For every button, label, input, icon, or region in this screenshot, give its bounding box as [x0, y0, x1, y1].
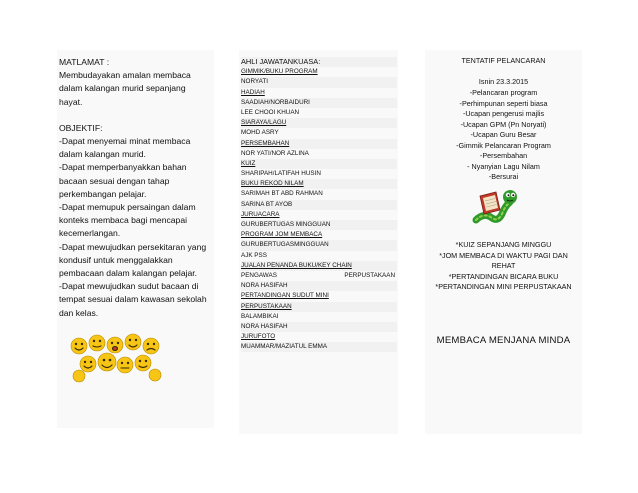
schedule-item: -Gimmik Pelancaran Program [456, 140, 551, 150]
objektif-heading: OBJEKTIF: [59, 122, 103, 133]
committee-role: GIMMIK/BUKU PROGRAM [241, 68, 318, 76]
schedule-item: -Ucapan GPM (Pn Noryati) [460, 119, 547, 129]
activity-item: *PERTANDINGAN BICARA BUKU [448, 271, 559, 281]
committee-list [241, 57, 397, 352]
committee-role: PERPUSTAKAAN [241, 302, 397, 312]
activity-item: *JOM MEMBACA DI WAKTU PAGI DAN [439, 250, 568, 260]
objektif-line: -Dapat memupuk persaingan dalam [59, 202, 196, 213]
committee-role: PERSEMBAHAN [241, 139, 397, 149]
committee-role: JUALAN PENANDA BUKU/KEY CHAIN [241, 261, 397, 271]
committee-member: NORA HASIFAH [241, 281, 397, 291]
committee-member: SAADIAH/NORBAIDURI [241, 98, 397, 108]
committee-role: JURUFOTO [241, 333, 276, 341]
left-text [59, 56, 214, 320]
schedule-item: -Perhimpunan seperti biasa [459, 98, 548, 108]
committee-panel [239, 50, 398, 434]
schedule-item: - Nyanyian Lagu Nilam [467, 161, 540, 171]
committee-member-pengawas [241, 271, 397, 281]
objektif-line: perkembangan pelajar. [59, 188, 147, 199]
objektif-line: bacaan sesuai dengan tahap [59, 175, 170, 186]
schedule-heading: TENTATIF PELANCARAN [461, 56, 546, 65]
schedule-date: Isnin 23.3.2015 [478, 77, 529, 86]
objektif-line: -Dapat menyemai minat membaca [59, 136, 191, 147]
committee-member-suffix: PERPUSTAKAAN [344, 271, 395, 279]
activity-item: *KUIZ SEPANJANG MINGGU [455, 240, 552, 249]
committee-member: MOHD ASRY [241, 129, 279, 137]
bookworm-reading-icon [472, 184, 520, 226]
committee-member: SARINA BT AYOB [241, 200, 397, 210]
committee-member: PENGAWAS [241, 271, 277, 279]
activity-item: *PERTANDINGAN MINI PERPUSTAKAAN [435, 282, 572, 291]
committee-member: GURUBERTUGASMINGGUAN [241, 240, 397, 250]
committee-member: NORA HASIFAH [241, 322, 397, 332]
objektif-line: tempat sesuai dalam kawasan sekolah [59, 294, 207, 305]
committee-member: LEE CHOOI KHUAN [241, 108, 300, 116]
emoji-faces-icon [67, 332, 163, 384]
committee-heading: AHLI JAWATANKUASA: [241, 57, 397, 67]
committee-member: GURUBERTUGAS MINGGUAN [241, 220, 397, 230]
schedule-item: -Pelancaran program [469, 88, 538, 97]
objektif-line: -Dapat mewujudkan sudut bacaan di [59, 281, 199, 292]
objektif-line: kecemerlangan. [59, 228, 121, 239]
schedule-item: -Bersurai [488, 172, 519, 181]
objektif-line: konteks membaca bagi mencapai [59, 215, 188, 226]
committee-role: HADIAH [241, 88, 265, 96]
objektif-line: kondusif untuk menggalakkan [59, 254, 173, 265]
committee-role: SIARAYA/LAGU [241, 118, 397, 128]
committee-role: PERTANDINGAN SUDUT MINI [241, 292, 329, 300]
matlamat-heading: MATLAMAT : [59, 57, 110, 67]
matlamat-line: dalam kalangan murid sepanjang [59, 83, 186, 94]
committee-member: AJK PSS [241, 251, 267, 259]
objektif-line: dalam kalangan murid. [59, 149, 146, 160]
committee-member: SHARIPAH/LATIFAH HUSIN [241, 170, 321, 178]
matlamat-line: hayat. [59, 96, 83, 107]
activity-item: REHAT [491, 261, 516, 270]
committee-role: KUIZ [241, 159, 397, 169]
schedule-item: -Ucapan Guru Besar [470, 130, 537, 139]
committee-role: BUKU REKOD NILAM [241, 179, 397, 189]
motto: MEMBACA MENJANA MINDA [436, 335, 571, 346]
committee-role: JURUACARA [241, 210, 280, 218]
objektif-line: dan kelas. [59, 307, 99, 318]
schedule-item: -Persembahan [479, 151, 528, 160]
committee-role: PROGRAM JOM MEMBACA [241, 231, 323, 239]
objektif-line: pembacaan dalam kalangan pelajar. [59, 268, 198, 279]
matlamat-line: Membudayakan amalan membaca [59, 70, 191, 81]
schedule-item: -Ucapan pengerusi majlis [462, 109, 545, 118]
committee-member: NORYATI [241, 77, 397, 87]
committee-member: SARIMAH BT ABD RAHMAN [241, 190, 323, 198]
committee-member: NOR YATI/NOR AZLINA [241, 149, 309, 157]
committee-member: BALAMBIKAI [241, 312, 279, 320]
left-panel [57, 50, 214, 428]
objektif-line: -Dapat mewujudkan persekitaran yang [59, 241, 207, 252]
schedule-panel [425, 50, 582, 434]
committee-member: MUAMMAR/MAZIATUL EMMA [241, 342, 397, 352]
objektif-line: -Dapat memperbanyakkan bahan [59, 162, 187, 173]
